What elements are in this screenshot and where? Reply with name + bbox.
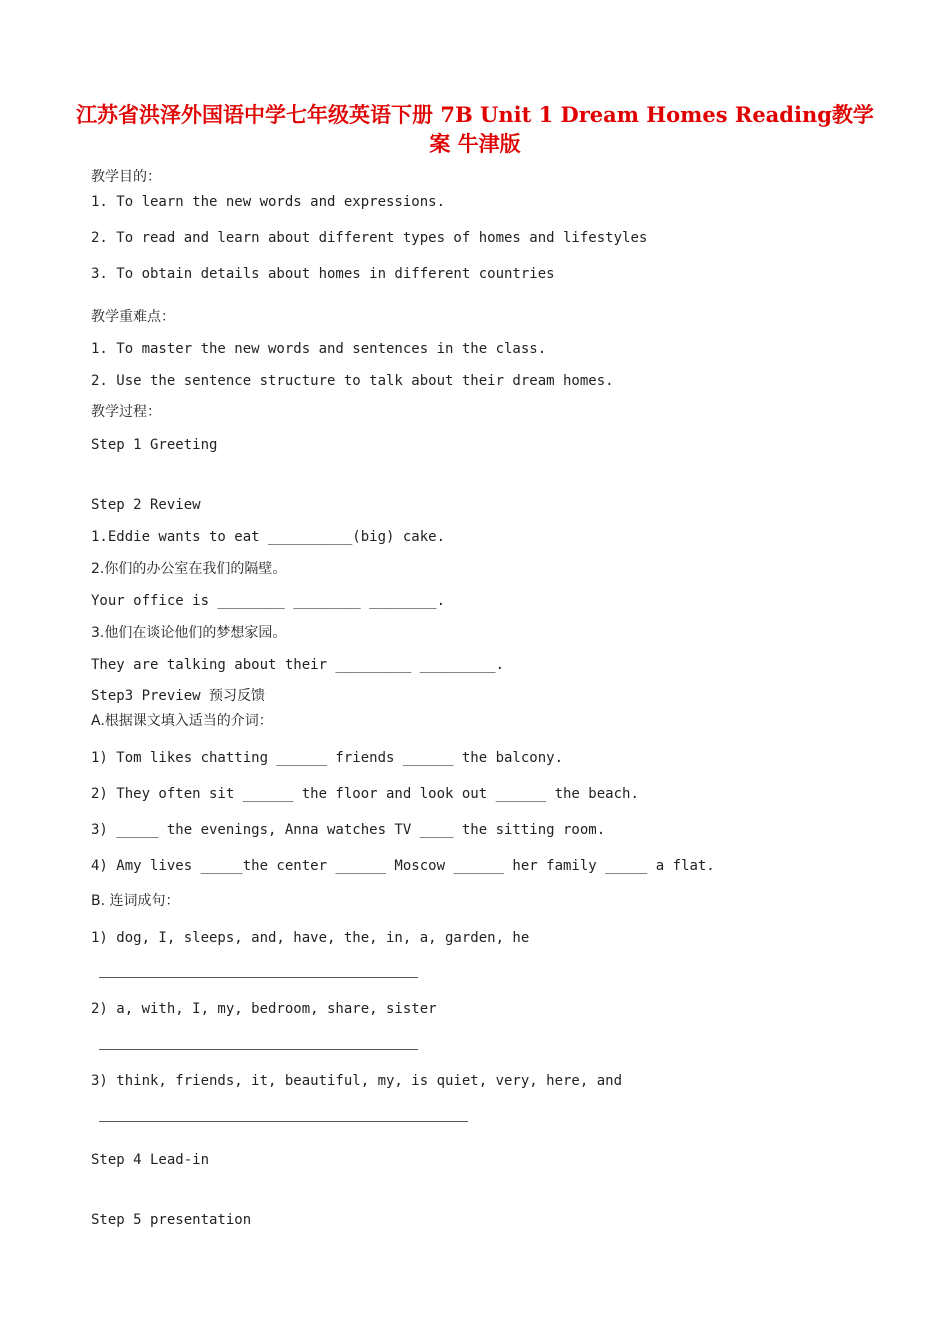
answer-line	[99, 1049, 418, 1050]
objective-item: 1. To learn the new words and expressions.	[91, 194, 446, 210]
key-points-heading: 教学重难点：	[91, 309, 175, 325]
document-title-line-2: 案 牛津版	[429, 131, 521, 156]
review-item: They are talking about their _________ _________.	[91, 657, 505, 673]
review-item: 1.Eddie wants to eat __________(big) cake.	[91, 529, 446, 545]
process-heading: 教学过程：	[91, 404, 161, 420]
sentence-item: 3) think, friends, it, beautiful, my, is quiet, very, here, and	[91, 1073, 623, 1089]
key-point-item: 1. To master the new words and sentences in the class.	[91, 341, 547, 357]
objective-item: 3. To obtain details about homes in different countries	[91, 266, 555, 282]
review-item: 3.他们在谈论他们的梦想家园。	[91, 625, 287, 641]
document-title-line-1: 江苏省洪泽外国语中学七年级英语下册 7B Unit 1 Dream Homes Reading教学	[76, 102, 874, 127]
review-item: 2.你们的办公室在我们的隔壁。	[91, 561, 287, 577]
key-point-item: 2. Use the sentence structure to talk about their dream homes.	[91, 373, 614, 389]
objectives-heading: 教学目的：	[91, 169, 161, 185]
step-3-heading: Step3 Preview 预习反馈	[91, 688, 266, 704]
objective-item: 2. To read and learn about different types of homes and lifestyles	[91, 230, 648, 246]
review-item: Your office is ________ ________ ________.	[91, 593, 446, 609]
answer-line	[99, 1121, 468, 1122]
part-a-heading: A.根据课文填入适当的介词：	[91, 713, 273, 729]
step-4-heading: Step 4 Lead-in	[91, 1152, 210, 1168]
part-b-heading: B. 连词成句：	[91, 893, 180, 909]
preposition-item: 4) Amy lives _____the center ______ Moscow ______ her family _____ a flat.	[91, 858, 715, 874]
preposition-item: 3) _____ the evenings, Anna watches TV ____ the sitting room.	[91, 822, 606, 838]
sentence-item: 1) dog, I, sleeps, and, have, the, in, a, garden, he	[91, 930, 530, 946]
step-2-heading: Step 2 Review	[91, 497, 201, 513]
sentence-item: 2) a, with, I, my, bedroom, share, sister	[91, 1001, 437, 1017]
step-1-heading: Step 1 Greeting	[91, 437, 218, 453]
preposition-item: 2) They often sit ______ the floor and look out ______ the beach.	[91, 786, 639, 802]
preposition-item: 1) Tom likes chatting ______ friends ______ the balcony.	[91, 750, 564, 766]
step-5-heading: Step 5 presentation	[91, 1212, 252, 1228]
answer-line	[99, 977, 418, 978]
